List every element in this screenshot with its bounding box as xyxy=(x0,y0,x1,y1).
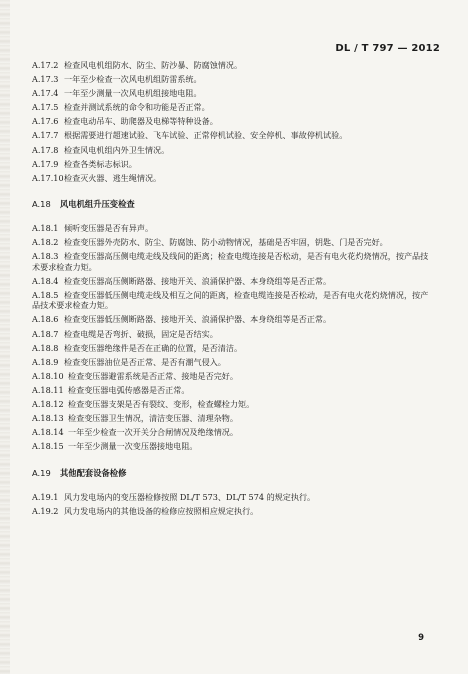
standard-code-header: DL / T 797 — 2012 xyxy=(335,43,440,54)
item-text: 检查风电机组防水、防尘、防沙暴、防腐蚀情况。 xyxy=(64,60,243,70)
item-text: 检查灭火器、逃生绳情况。 xyxy=(64,172,162,183)
item-text: 检查变压器支架是否有裂纹、变形，检查螺栓力矩。 xyxy=(68,399,255,409)
list-item xyxy=(32,413,436,423)
item-text: 检查各类标志标识。 xyxy=(64,158,137,169)
item-number: A.18.1 xyxy=(32,223,59,234)
item-number: A.18.14 xyxy=(32,427,64,438)
item-number: A.17.3 xyxy=(32,74,59,85)
item-text: 一年至少检查一次风电机组防雷系统。 xyxy=(64,74,202,85)
document-body xyxy=(32,60,436,520)
item-text: 检查变压器电弧传感器是否正常。 xyxy=(68,384,190,395)
item-text: 检查变压器油位是否正常、是否有潮气侵入。 xyxy=(64,356,226,367)
list-item xyxy=(32,173,436,183)
item-number: A.17.2 xyxy=(32,60,59,70)
item-text: 检查电缆是否弯折、破损，固定是否结实。 xyxy=(64,328,218,339)
item-text: 检查变压器卫生情况，清洁变压器、清理杂物。 xyxy=(68,413,238,424)
item-text: 检查风电机组内外卫生情况。 xyxy=(64,144,170,155)
list-item xyxy=(32,130,436,140)
item-number: A.18.2 xyxy=(32,237,59,248)
section-title: 风电机组升压变检查 xyxy=(60,199,135,210)
section-number: A.18 xyxy=(32,199,51,210)
list-item xyxy=(32,385,436,395)
item-number: A.17.6 xyxy=(32,116,59,127)
item-text: 倾听变压器是否有异声。 xyxy=(64,223,154,234)
item-number: A.19.1 xyxy=(32,491,59,502)
item-number: A.18.8 xyxy=(32,342,59,353)
list-item xyxy=(32,329,436,339)
list-item xyxy=(32,159,436,169)
item-number: A.18.3 xyxy=(32,251,59,262)
item-number: A.19.2 xyxy=(32,505,59,516)
section-17-list xyxy=(32,60,436,183)
item-number: A.18.9 xyxy=(32,356,59,367)
list-item xyxy=(32,237,436,247)
section-title: 其他配套设备检修 xyxy=(60,467,127,478)
item-number: A.17.8 xyxy=(32,144,59,155)
item-text: 检查变压器高压侧断路器、接地开关、浪涌保护器、本身绕组等是否正常。 xyxy=(64,275,332,286)
item-text: 检查变压器高压侧电缆走线及线间的距离；检查电缆连接是否松动，是否有电火花灼烧情况，按产品技术要求检查力矩。 xyxy=(32,251,429,272)
item-number: A.18.5 xyxy=(32,289,59,300)
section-18-list xyxy=(32,223,436,452)
list-item xyxy=(32,492,436,502)
list-item xyxy=(32,116,436,126)
list-item xyxy=(32,102,436,112)
section-heading-a18 xyxy=(32,199,436,210)
list-item xyxy=(32,343,436,353)
item-text: 检查电动吊车、助爬器及电梯等特种设备。 xyxy=(64,116,218,127)
section-number: A.19 xyxy=(32,467,51,478)
item-text: 检查变压器绝缘件是否在正确的位置，是否清洁。 xyxy=(64,342,243,353)
section-19-list xyxy=(32,492,436,517)
item-text: 风力发电场内的变压器检修按照 DL/T 573、DL/T 574 的规定执行。 xyxy=(64,491,316,502)
item-number: A.18.13 xyxy=(32,413,64,424)
item-text: 一年至少测量一次变压器接地电阻。 xyxy=(68,441,198,452)
list-item xyxy=(32,74,436,84)
item-number: A.18.15 xyxy=(32,441,64,452)
item-number: A.18.6 xyxy=(32,314,59,325)
item-number: A.17.7 xyxy=(32,130,59,141)
list-item xyxy=(32,441,436,451)
item-text: 检查变压器外壳防水、防尘、防腐蚀、防小动物情况，基础是否牢固，钥匙、门是否完好。 xyxy=(64,237,388,248)
list-item xyxy=(32,371,436,381)
item-text: 根据需要进行超速试验、飞车试验、正常停机试验、安全停机、事故停机试验。 xyxy=(64,130,348,141)
item-number: A.18.7 xyxy=(32,328,59,339)
item-number: A.18.4 xyxy=(32,275,59,286)
item-text: 检查变压器避雷系统是否正常、接地是否完好。 xyxy=(68,370,238,381)
item-text: 检查并测试系统的命令和功能是否正常。 xyxy=(64,102,210,113)
item-number: A.18.10 xyxy=(32,370,64,381)
list-item xyxy=(32,290,436,311)
item-number: A.18.12 xyxy=(32,399,64,409)
list-item xyxy=(32,88,436,98)
list-item xyxy=(32,427,436,437)
item-number: A.17.4 xyxy=(32,88,59,99)
item-number: A.17.10 xyxy=(32,172,64,183)
list-item xyxy=(32,145,436,155)
item-number: A.17.9 xyxy=(32,158,59,169)
list-item xyxy=(32,251,436,272)
list-item xyxy=(32,223,436,233)
page-number: 9 xyxy=(418,633,424,643)
list-item xyxy=(32,314,436,324)
section-heading-a19 xyxy=(32,468,436,479)
item-text: 一年至少测量一次风电机组接地电阻。 xyxy=(64,88,202,99)
scan-edge xyxy=(0,0,10,674)
list-item xyxy=(32,357,436,367)
list-item xyxy=(32,506,436,516)
list-item xyxy=(32,276,436,286)
list-item xyxy=(32,399,436,409)
item-number: A.17.5 xyxy=(32,102,59,113)
item-text: 风力发电场内的其他设备的检修应按照相应规定执行。 xyxy=(64,505,259,516)
item-number: A.18.11 xyxy=(32,384,64,395)
item-text: 一年至少检查一次开关分合闸情况及绝缘情况。 xyxy=(68,427,238,438)
list-item xyxy=(32,60,436,70)
item-text: 检查变压器低压侧电缆走线及相互之间的距离，检查电缆连接是否松动，是否有电火花灼烧情况，按产品技术要求检查力矩。 xyxy=(32,289,429,311)
item-text: 检查变压器低压侧断路器、接地开关、浪涌保护器、本身绕组等是否正常。 xyxy=(64,314,332,325)
